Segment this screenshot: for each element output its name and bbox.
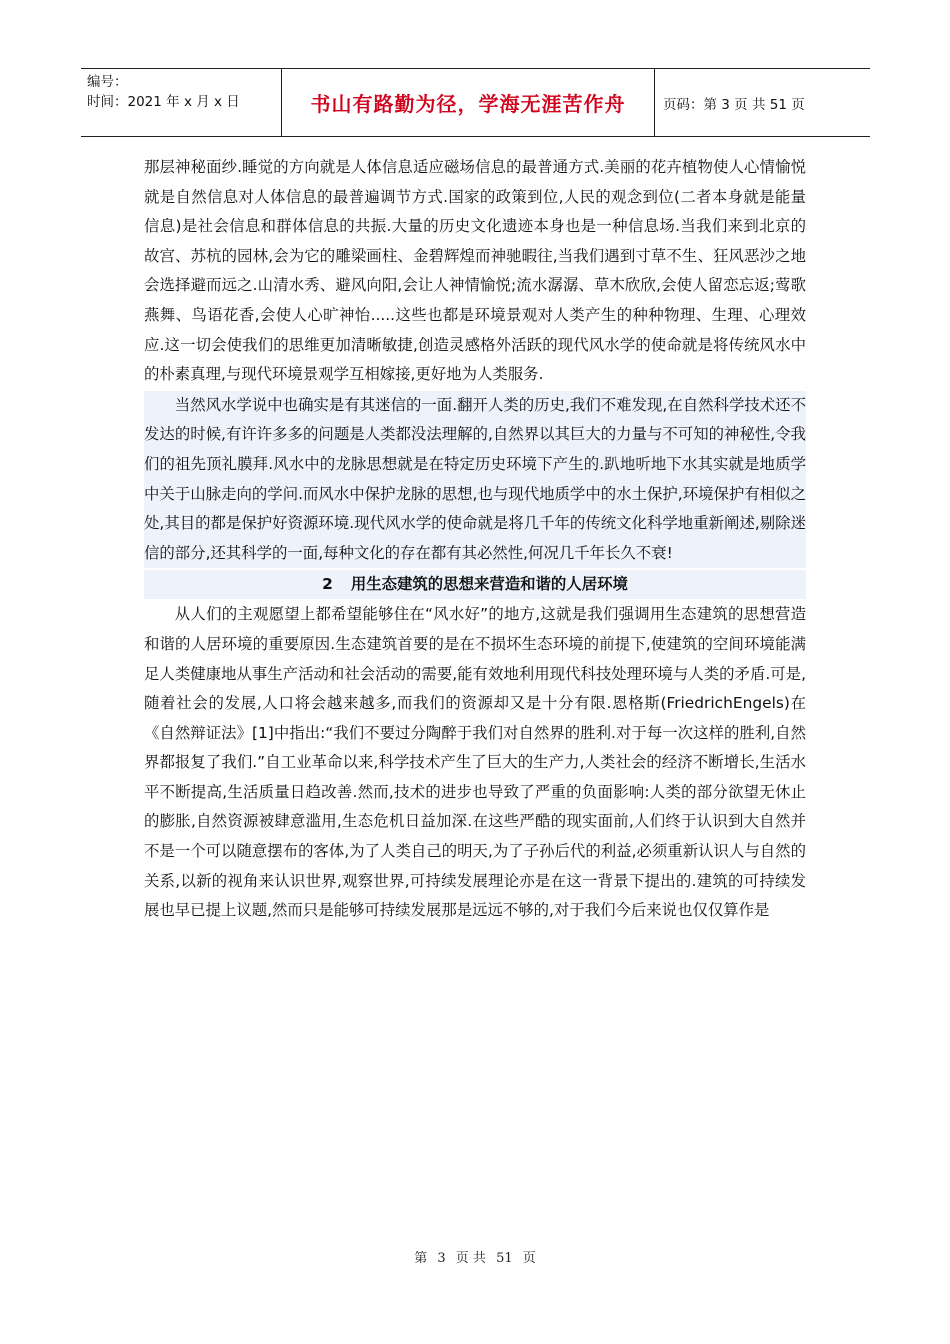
section-heading: [144, 570, 806, 599]
document-code-label: 编号：: [87, 74, 128, 90]
footer-prefix: 第: [414, 1251, 428, 1266]
footer-total-pages: 51: [496, 1251, 513, 1266]
header-motto-cell: [281, 69, 655, 136]
section-title: 用生态建筑的思想来营造和谐的人居环境: [350, 575, 628, 594]
document-date: 时间：2021 年 x 月 x 日: [87, 94, 240, 110]
body-paragraph-2: 当然风水学说中也确实是有其迷信的一面.翻开人类的历史,我们不难发现,在自然科学技术还不发达的时候,有许许多多的问题是人类都没法理解的,自然界以其巨大的力量与不可知的神秘性,令我们的祖先顶礼膜拜.风水中的龙脉思想就是在特定历史环境下产生的.趴地听地下水其实就是地质学中关于山脉走向的学问.而风水中保护龙脉的思想,也与现代地质学中的水土保护,环境保护有相似之处,其目的都是保护好资源环境.现代风水学的使命就是将几千年的传统文化科学地重新阐述,剔除迷信的部分,还其科学的一面,每种文化的存在都有其必然性,何况几千年长久不衰!: [144, 391, 806, 569]
footer-page-number: 3: [437, 1251, 446, 1266]
header-page-info: [655, 69, 870, 136]
section-number: 2: [322, 575, 333, 594]
section-paragraph: 从人们的主观愿望上都希望能够住在“风水好”的地方,这就是我们强调用生态建筑的思想营造和谐的人居环境的重要原因.生态建筑首要的是在不损坏生态环境的前提下,使建筑的空间环境能满足人类健康地从事生产活动和社会活动的需要,能有效地利用现代科技处理环境与人类的矛盾.可是,随着社会的发展,人口将会越来越多,而我们的资源却又是十分有限.恩格斯(FriedrichEngels)在《自然辩证法》[1]中指出:“我们不要过分陶醉于我们对自然界的胜利.对于每一次这样的胜利,自然界都报复了我们.”自工业革命以来,科学技术产生了巨大的生产力,人类社会的经济不断增长,生活水平不断提高,生活质量日趋改善.然而,技术的进步也导致了严重的负面影响:人类的部分欲望无休止的膨胀,自然资源被肆意滥用,生态危机日益加深.在这些严酷的现实面前,人们终于认识到大自然并不是一个可以随意摆布的客体,为了人类自己的明天,为了子孙后代的利益,必须重新认识人与自然的关系,以新的视角来认识世界,观察世界,可持续发展理论亦是在这一背景下提出的.建筑的可持续发展也早已提上议题,然而只是能够可持续发展那是远远不够的,对于我们今后来说也仅仅算作是: [144, 605, 806, 920]
footer-middle: 页 共: [455, 1251, 486, 1266]
header-motto: 书山有路勤为径，学海无涯苦作舟: [310, 92, 626, 116]
page-footer: [0, 1247, 950, 1266]
document-body: [144, 153, 806, 927]
page-header: [81, 68, 870, 137]
header-meta: [81, 69, 281, 136]
footer-suffix: 页: [522, 1251, 536, 1266]
body-paragraph-1: 那层神秘面纱.睡觉的方向就是人体信息适应磁场信息的最普通方式.美丽的花卉植物使人心情愉悦就是自然信息对人体信息的最普遍调节方式.国家的政策到位,人民的观念到位(二者本身就是能量信息)是社会信息和群体信息的共振.大量的历史文化遗迹本身也是一种信息场.当我们来到北京的故宫、苏杭的园林,会为它的雕梁画柱、金碧辉煌而神驰暇往,当我们遇到寸草不生、狂风恶沙之地会选择避而远之.山清水秀、避风向阳,会让人神情愉悦;流水潺潺、草木欣欣,会使人留恋忘返;莺歌燕舞、鸟语花香,会使人心旷神怡.....这些也都是环境景观对人类产生的种种物理、生理、心理效应.这一切会使我们的思维更加清晰敏捷,创造灵感格外活跃的现代风水学的使命就是将传统风水中的朴素真理,与现代环境景观学互相嫁接,更好地为人类服务.: [144, 158, 806, 384]
header-page-number: 页码：第 3 页 共 51 页: [663, 96, 805, 113]
